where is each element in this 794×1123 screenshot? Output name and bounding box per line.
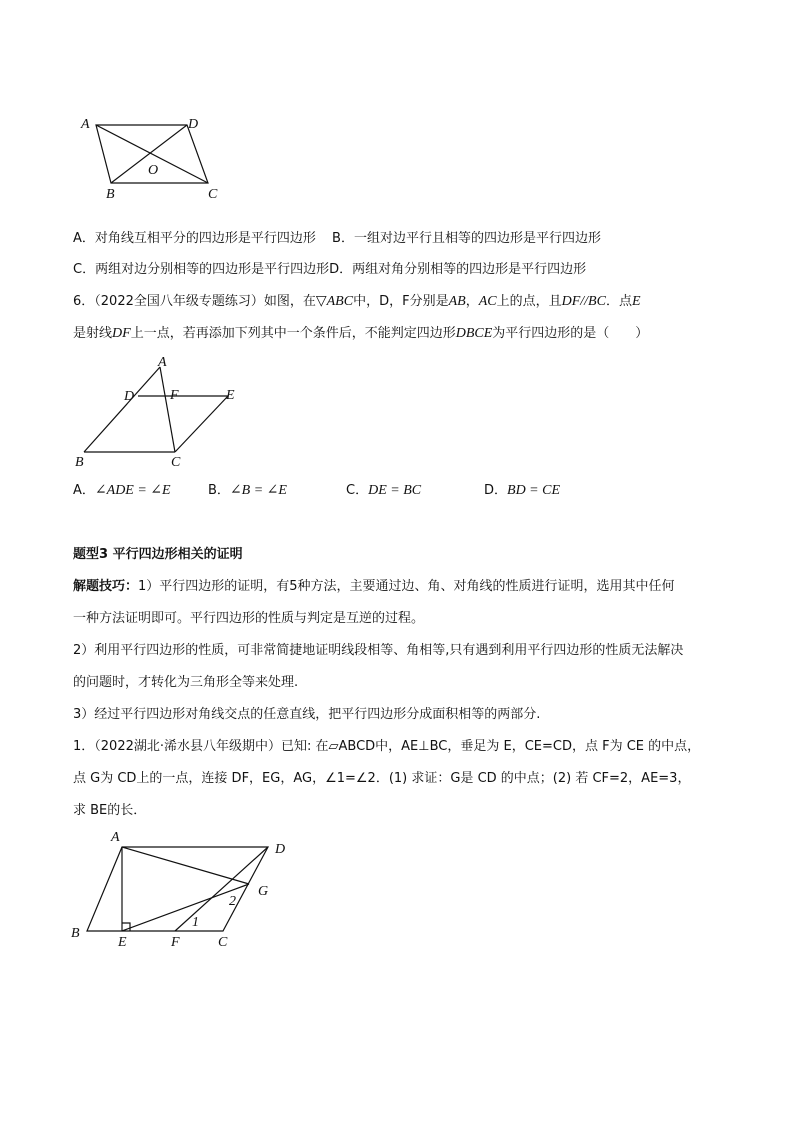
- tip1-line-b: 一种方法证明即可。平行四边形的性质与判定是互逆的过程。: [73, 611, 425, 626]
- figure-dbce: [70, 350, 270, 475]
- option-math: BD = CE: [507, 483, 561, 498]
- q5-option-b[interactable]: B．一组对边平行且相等的四边形是平行四边形: [332, 231, 601, 246]
- q6-text: 6．（2022全国八年级专题练习）如图，在: [73, 294, 316, 309]
- q6-triangle: ▽ABC: [315, 294, 354, 309]
- q6-option-c[interactable]: [346, 482, 484, 500]
- q6-ac: AC: [478, 294, 497, 309]
- q6-text: 为平行四边形的是（ ）: [492, 326, 649, 341]
- q6-parallel: DF//BC: [561, 294, 606, 309]
- label-e: E: [118, 935, 127, 950]
- segment-df: [175, 847, 268, 931]
- tip2-line-b: 的问题时，才转化为三角形全等来处理.: [73, 675, 299, 690]
- q6-option-a[interactable]: [73, 482, 208, 500]
- option-label: A．: [73, 483, 95, 498]
- label-angle-1: 1: [192, 915, 199, 930]
- q6-line2: [73, 325, 648, 343]
- q1-line1: 1．（2022湖北·浠水县八年级期中）已知: 在▱ABCD中，AE⊥BC，垂足为 E，CE=CD，点 F为 CE 的中点，: [73, 739, 701, 754]
- q6-ab: AB: [448, 294, 466, 309]
- segment-ec: [175, 396, 228, 452]
- label-f: F: [171, 935, 180, 950]
- label-c: C: [171, 455, 181, 470]
- q6-df: DF: [112, 326, 131, 341]
- q1-line2: 点 G为 CD上的一点，连接 DF，EG，AG，∠1=∠2．(1) 求证：G是 CD 的中点；(2) 若 CF=2，AE=3，: [73, 771, 691, 786]
- q6-e: E: [631, 294, 641, 309]
- q6-text: ．点: [605, 294, 632, 309]
- q6-text: 上的点，且: [496, 294, 562, 309]
- option-math: DE = BC: [368, 483, 422, 498]
- q6-option-b[interactable]: [208, 482, 346, 500]
- q6-quad: DBCE: [455, 326, 493, 341]
- label-o: O: [148, 163, 159, 178]
- q5-option-a[interactable]: A．对角线互相平分的四边形是平行四边形: [73, 231, 316, 246]
- tip1-text: 1）平行四边形的证明，有5种方法，主要通过边、角、对角线的性质进行证明，选用其中任何: [138, 579, 675, 594]
- label-e: E: [226, 388, 235, 403]
- label-f: F: [170, 388, 179, 403]
- label-g: G: [258, 884, 269, 899]
- option-math: ∠B = ∠E: [229, 483, 287, 498]
- segment-ag: [122, 847, 249, 884]
- label-c: C: [218, 935, 228, 950]
- option-label: B．: [208, 483, 230, 498]
- figure-parallelogram-abcd: [70, 110, 230, 210]
- q6-line1: [73, 293, 641, 311]
- label-angle-2: 2: [229, 894, 236, 909]
- label-a: A: [158, 355, 167, 370]
- q5-options-row2: [73, 261, 586, 279]
- option-label: D．: [484, 483, 508, 498]
- q5-options-row1: [73, 230, 601, 248]
- label-a: A: [111, 830, 120, 845]
- option-label: C．: [346, 483, 369, 498]
- segment-ac: [160, 367, 175, 452]
- tip2-line-a: 2）利用平行四边形的性质，可非常简捷地证明线段相等、角相等,只有遇到利用平行四边形的性质无法解决: [73, 643, 684, 658]
- label-b: B: [71, 926, 80, 941]
- q6-option-d[interactable]: [484, 482, 560, 500]
- q6-text: ，: [465, 294, 479, 309]
- section-title: 题型3 平行四边形相关的证明: [73, 547, 243, 562]
- label-b: B: [106, 187, 115, 202]
- tips-heading: 解题技巧：: [73, 579, 139, 594]
- q1-line3: 求 BE的长．: [73, 803, 147, 818]
- segment-ab: [84, 367, 160, 452]
- label-c: C: [208, 187, 218, 202]
- figure-abcd-aeg: [65, 825, 305, 955]
- label-d: D: [124, 389, 135, 404]
- tip1-line-a: [73, 578, 675, 596]
- q5-option-d[interactable]: D．两组对角分别相等的四边形是平行四边形: [329, 262, 587, 277]
- option-math: ∠ADE = ∠E: [94, 483, 171, 498]
- q6-options: [73, 482, 560, 500]
- label-a: A: [81, 117, 90, 132]
- label-d: D: [188, 117, 199, 132]
- label-d: D: [275, 842, 286, 857]
- label-b: B: [75, 455, 84, 470]
- tip3-line: 3）经过平行四边形对角线交点的任意直线，把平行四边形分成面积相等的两部分.: [73, 707, 541, 722]
- q6-text: 中，D，F分别是: [353, 294, 449, 309]
- q5-option-c[interactable]: C．两组对边分别相等的四边形是平行四边形: [73, 262, 330, 277]
- q6-text: 上一点，若再添加下列其中一个条件后，不能判定四边形: [130, 326, 456, 341]
- q6-text: 是射线: [73, 326, 113, 341]
- parallelogram-outline: [87, 847, 268, 931]
